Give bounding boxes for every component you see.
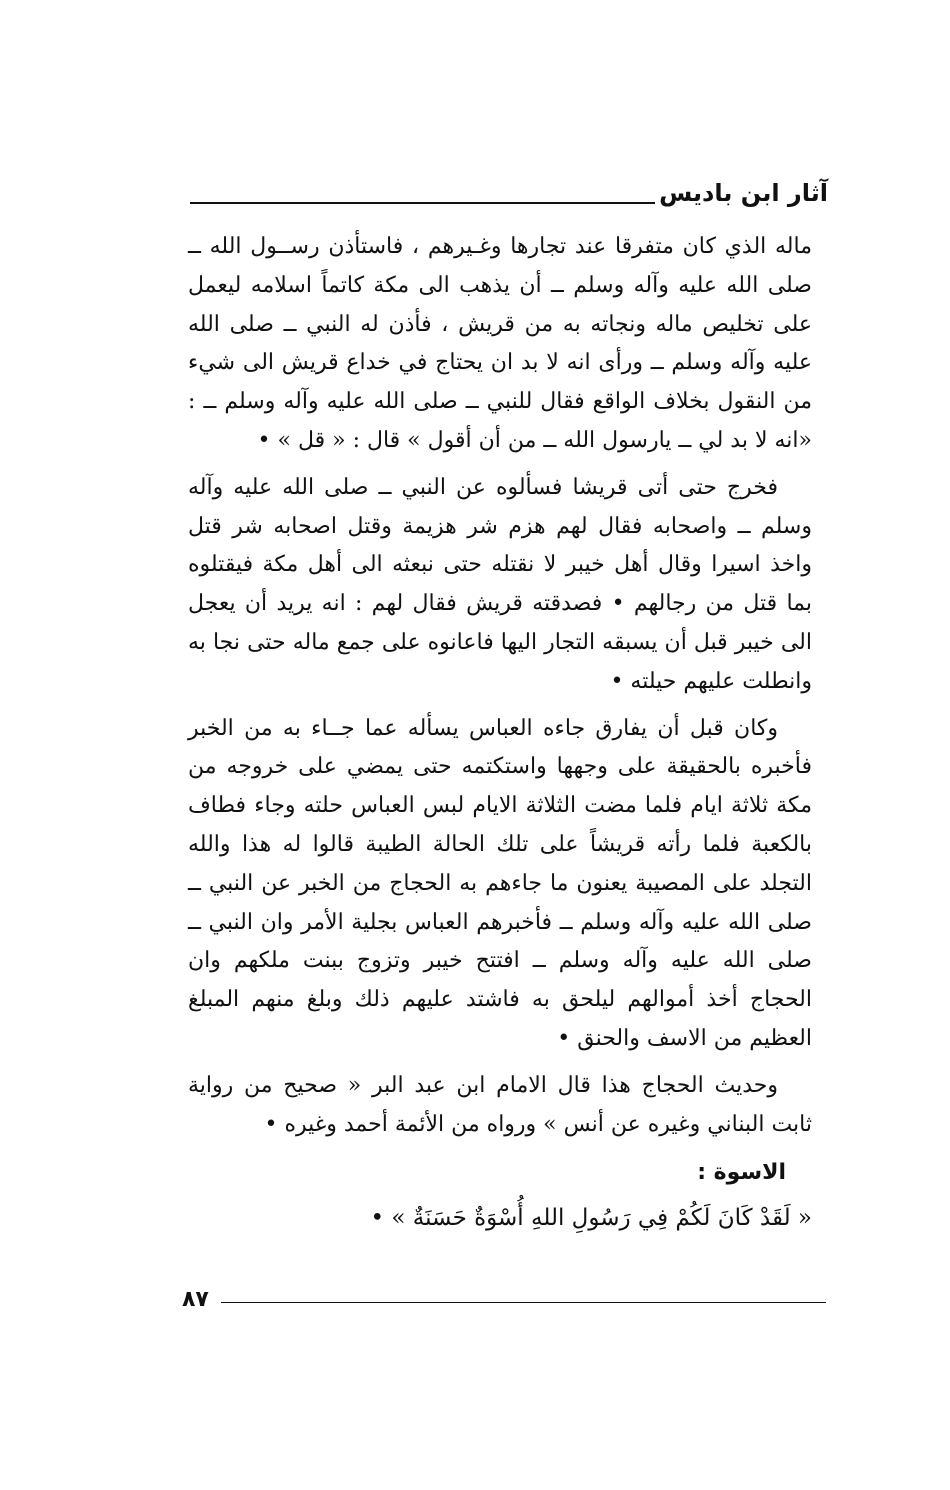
running-header [190,176,828,206]
footer-rule [221,1302,826,1303]
paragraph-1: ماله الذي كان متفرقا عند تجارها وغـيرهم ، فاستأذن رســول الله ــ صلى الله عليه وآله وسلم ــ أن يذهب الى مكة كاتماً اسلامه ليعمل على تخليص ماله ونجاته به من قريش ، فأذن له النبي ــ صلى الله عليه وآله وسلم ــ ورأى انه لا بد ان يحتاج في خداع قريش الى شيء من النقول بخلاف الواقع فقال للنبي ــ صلى الله عليه وآله وسلم ــ : «انه لا بد لي ــ يارسول الله ــ من أن أقول » قال : « قل » • [188,234,812,453]
book-title: آثار ابن باديس [659,179,828,207]
page-number: ٨٧ [182,1286,209,1312]
page-footer [182,1284,826,1314]
text-body [188,228,812,1246]
paragraph-2: فخرج حتى أتى قريشا فسألوه عن النبي ــ صلى الله عليه وآله وسلم ــ واصحابه فقال لهم هزم شر هزيمة وقتل اصحابه شر قتل واخذ اسيرا وقال أهل خيبر لا نقتله حتى نبعثه الى أهل مكة فيقتلوه بما قتل من رجالهم • فصدقته قريش فقال لهم : انه يريد أن يعجل الى خيبر قبل أن يسبقه التجار اليها فاعانوه على جمع ماله حتى نجا به وانطلت عليهم حيلته • [188,474,812,694]
quran-quote: « لَقَدْ كَانَ لَكُمْ فِي رَسُولِ اللهِ أُسْوَةٌ حَسَنَةٌ » • [370,1205,812,1232]
header-rule [190,202,655,204]
paragraph-3: وكان قبل أن يفارق جاءه العباس يسأله عما جــاء به من الخبر فأخبره بالحقيقة على وجهها واستكتمه حتى يمضي على خروجه من مكة ثلاثة ايام فلما مضت الثلاثة الايام لبس العباس حلته وجاء فطاف بالكعبة فلما رأته قريشاً على تلك الحالة الطيبة قالوا له هذا والله التجلد على المصيبة يعنون ما جاءهم به الحجاج من الخبر عن النبي ــ صلى الله عليه وآله وسلم ــ فأخبرهم العباس بجلية الأمر وان النبي ــ صلى الله عليه وآله وسلم ــ افتتح خيبر وتزوج ببنت ملكهم وان الحجاج أخذ أموالهم ليلحق به فاشتد عليهم ذلك وبلغ منهم المبلغ العظيم من الاسف والحنق • [188,715,812,1051]
section-heading: الاسوة : [697,1160,786,1186]
paragraph-4: وحديث الحجاج هذا قال الامام ابن عبد البر « صحيح من رواية ثابت البناني وغيره عن أنس » ورواه من الأئمة أحمد وغيره • [188,1072,812,1137]
